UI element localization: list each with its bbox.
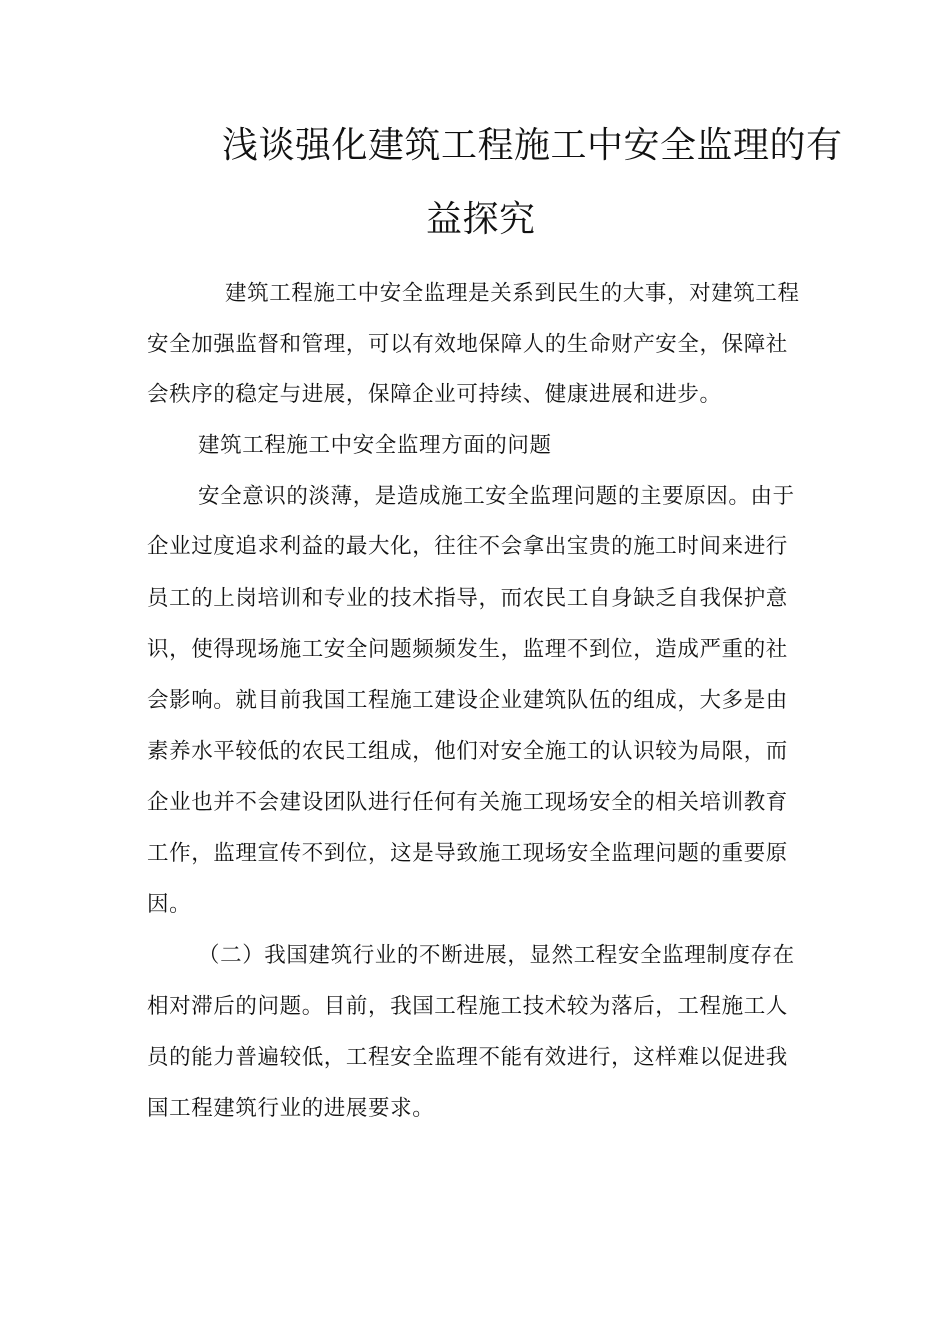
paragraph-3-line-3: 员的能力普遍较低，工程安全监理不能有效进行，这样难以促进我 [147,1045,788,1070]
paragraph-2-line-9: 因。 [147,892,192,917]
paragraph-3-line-4: 国工程建筑行业的进展要求。 [147,1096,435,1121]
paragraph-2-line-8: 工作，监理宣传不到位，这是导致施工现场安全监理问题的重要原 [147,841,788,866]
paragraph-2-line-5: 会影响。就目前我国工程施工建设企业建筑队伍的组成，大多是由 [147,688,788,713]
paragraph-2-line-6: 素养水平较低的农民工组成，他们对安全施工的认识较为局限，而 [147,739,788,764]
paragraph-2-line-3: 员工的上岗培训和专业的技术指导，而农民工自身缺乏自我保护意 [147,586,788,611]
paragraph-2-line-1: 安全意识的淡薄，是造成施工安全监理问题的主要原因。由于 [198,484,795,509]
paragraph-1-line-3: 会秩序的稳定与进展，保障企业可持续、健康进展和进步。 [147,382,722,407]
paragraph-3-line-2: 相对滞后的问题。目前，我国工程施工技术较为落后，工程施工人 [147,994,788,1019]
paragraph-2-line-7: 企业也并不会建设团队进行任何有关施工现场安全的相关培训教育 [147,790,788,815]
section-heading: 建筑工程施工中安全监理方面的问题 [198,433,552,458]
paragraph-1-line-2: 安全加强监督和管理，可以有效地保障人的生命财产安全，保障社 [147,332,788,357]
paragraph-2-line-4: 识，使得现场施工安全问题频频发生，监理不到位，造成严重的社 [147,637,788,662]
paragraph-3-line-1: （二）我国建筑行业的不断进展，显然工程安全监理制度存在 [198,943,795,968]
document-title-line-1: 浅谈强化建筑工程施工中安全监理的有 [222,125,843,166]
paragraph-2-line-2: 企业过度追求利益的最大化，往往不会拿出宝贵的施工时间来进行 [147,534,788,559]
paragraph-1-line-1: 建筑工程施工中安全监理是关系到民生的大事，对建筑工程 [225,281,800,306]
document-title-line-2: 益探究 [426,199,536,240]
